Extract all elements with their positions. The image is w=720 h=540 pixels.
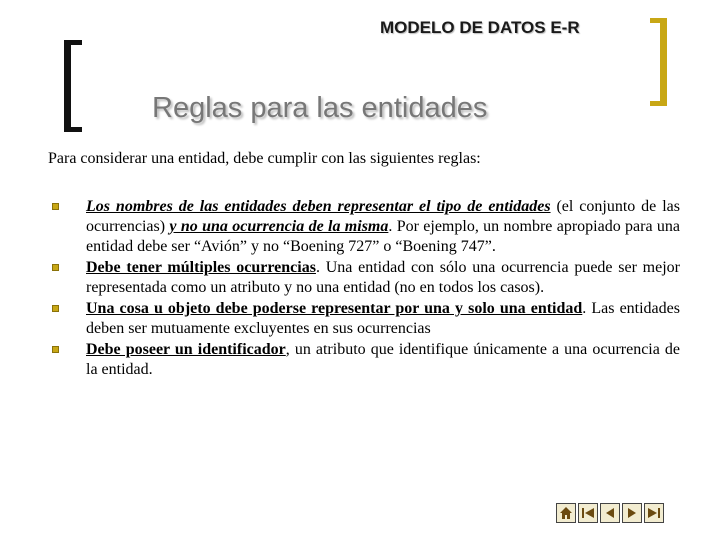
next-slide-button[interactable]	[622, 503, 642, 523]
bullet-icon	[52, 305, 59, 312]
list-item	[52, 299, 680, 339]
previous-slide-button[interactable]	[600, 503, 620, 523]
slide-subtitle: Reglas para las entidades	[152, 92, 488, 124]
first-icon	[581, 506, 595, 520]
rule-emphasis: y no una ocurrencia de la misma	[169, 218, 389, 235]
rule-text: . Las entidades deben ser mutuamente excluyentes en sus ocurrencias	[86, 300, 680, 337]
home-button[interactable]	[556, 503, 576, 523]
last-slide-button[interactable]	[644, 503, 664, 523]
slide-navigation	[556, 503, 664, 523]
rule-emphasis: Una cosa u objeto debe poderse representar por una y solo una entidad	[86, 300, 583, 317]
slide-header-title: MODELO DE DATOS E-R	[380, 18, 580, 37]
last-icon	[647, 506, 661, 520]
home-icon	[559, 506, 573, 520]
rule-text: . Una entidad con sólo una ocurrencia puede ser mejor representada como un atributo y no una entidad (no en todos los casos).	[86, 259, 681, 296]
next-icon	[625, 506, 639, 520]
list-item	[52, 197, 680, 257]
rule-text: (el conjunto de las ocurrencias)	[86, 198, 680, 235]
prev-icon	[603, 506, 617, 520]
rule-text: , un atributo que identifique únicamente a una ocurrencia de la entidad.	[86, 341, 681, 378]
rule-emphasis: Debe poseer un identificador	[86, 341, 286, 358]
list-item	[52, 340, 680, 380]
rule-text: . Por ejemplo, un nombre apropiado para una entidad debe ser “Avión” y no “Boening 727” o “Boening 747”.	[86, 218, 681, 255]
rule-emphasis: Debe tener múltiples ocurrencias	[86, 259, 316, 276]
rules-list	[52, 197, 680, 381]
bullet-icon	[52, 264, 59, 271]
list-item	[52, 258, 680, 298]
first-slide-button[interactable]	[578, 503, 598, 523]
rule-emphasis: Los nombres de las entidades deben representar el tipo de entidades	[86, 198, 551, 215]
intro-text: Para considerar una entidad, debe cumplir con las siguientes reglas:	[48, 150, 481, 167]
bullet-icon	[52, 203, 59, 210]
bullet-icon	[52, 346, 59, 353]
